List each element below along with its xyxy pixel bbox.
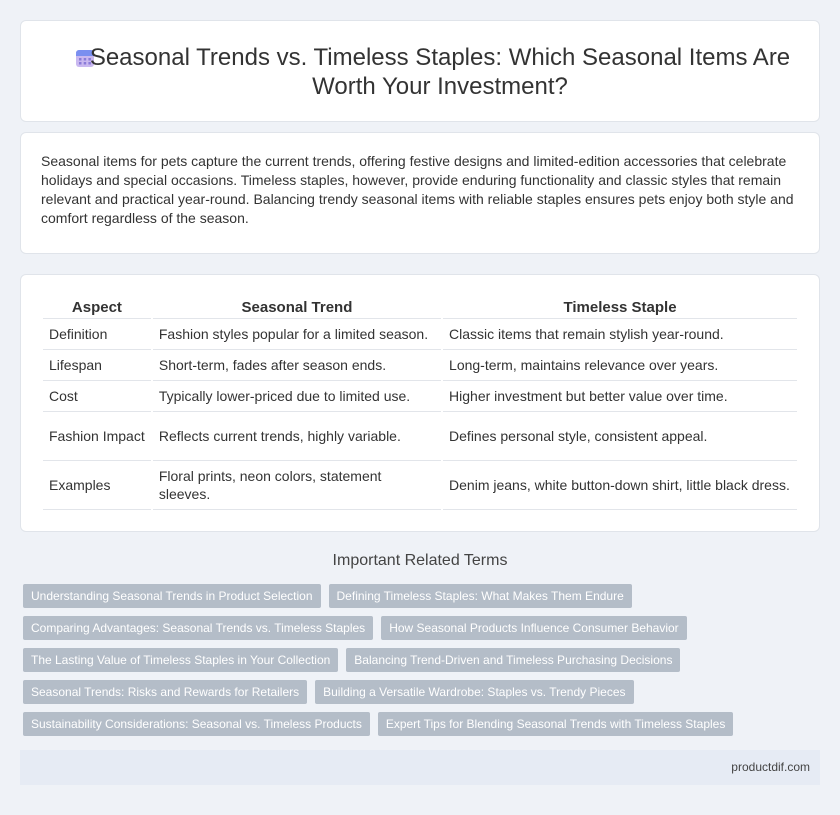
row-seasonal: Short-term, fades after season ends.: [153, 350, 441, 381]
row-timeless: Denim jeans, white button-down shirt, little black dress.: [443, 461, 797, 510]
related-term-link[interactable]: Sustainability Considerations: Seasonal vs. Timeless Products: [23, 712, 370, 736]
row-aspect: Definition: [43, 319, 151, 350]
header-seasonal-trend: Seasonal Trend: [153, 295, 441, 319]
table-row: [43, 350, 797, 381]
header-card: [20, 20, 820, 122]
row-seasonal: Reflects current trends, highly variable.: [153, 412, 441, 461]
header-aspect: Aspect: [43, 295, 151, 319]
row-aspect: Lifespan: [43, 350, 151, 381]
table-row: [43, 319, 797, 350]
related-terms-list: [23, 584, 803, 744]
table-row: [43, 461, 797, 510]
header-timeless-staple: Timeless Staple: [443, 295, 797, 319]
related-term-link[interactable]: Seasonal Trends: Risks and Rewards for Retailers: [23, 680, 307, 704]
row-seasonal: Fashion styles popular for a limited season.: [153, 319, 441, 350]
row-aspect: Fashion Impact: [43, 412, 151, 461]
row-aspect: Cost: [43, 381, 151, 412]
table-row: [43, 381, 797, 412]
page-title: Seasonal Trends vs. Timeless Staples: Which Seasonal Items Are Worth Your Investment?: [89, 44, 791, 100]
row-timeless: Defines personal style, consistent appeal.: [443, 412, 797, 461]
row-timeless: Classic items that remain stylish year-round.: [443, 319, 797, 350]
table-row: [43, 412, 797, 461]
related-term-link[interactable]: How Seasonal Products Influence Consumer Behavior: [381, 616, 687, 640]
comparison-table: [41, 295, 799, 510]
related-term-link[interactable]: The Lasting Value of Timeless Staples in Your Collection: [23, 648, 338, 672]
row-timeless: Higher investment but better value over time.: [443, 381, 797, 412]
comparison-table-card: [20, 274, 820, 532]
related-term-link[interactable]: Defining Timeless Staples: What Makes Them Endure: [329, 584, 632, 608]
related-term-link[interactable]: Understanding Seasonal Trends in Product Selection: [23, 584, 321, 608]
row-timeless: Long-term, maintains relevance over years.: [443, 350, 797, 381]
footer-site-link[interactable]: productdif.com: [731, 760, 810, 774]
related-terms-title: Important Related Terms: [332, 552, 508, 569]
row-aspect: Examples: [43, 461, 151, 510]
row-seasonal: Floral prints, neon colors, statement sleeves.: [153, 461, 441, 510]
related-term-link[interactable]: Comparing Advantages: Seasonal Trends vs. Timeless Staples: [23, 616, 373, 640]
row-seasonal: Typically lower-priced due to limited use.: [153, 381, 441, 412]
footer: [20, 750, 820, 785]
intro-text: Seasonal items for pets capture the current trends, offering festive designs and limited-edition accessories that celebrate holidays and special occasions. Timeless staples, however, provide enduring functionality and classic styles that remain relevant and practical year-round. Balancing trendy seasonal items with reliable staples ensures pets enjoy both style and comfort regardless of the season.: [41, 153, 794, 226]
related-term-link[interactable]: Building a Versatile Wardrobe: Staples vs. Trendy Pieces: [315, 680, 633, 704]
related-term-link[interactable]: Expert Tips for Blending Seasonal Trends with Timeless Staples: [378, 712, 734, 736]
related-term-link[interactable]: Balancing Trend-Driven and Timeless Purchasing Decisions: [346, 648, 680, 672]
intro-card: [20, 132, 820, 254]
table-header-row: [43, 295, 797, 319]
